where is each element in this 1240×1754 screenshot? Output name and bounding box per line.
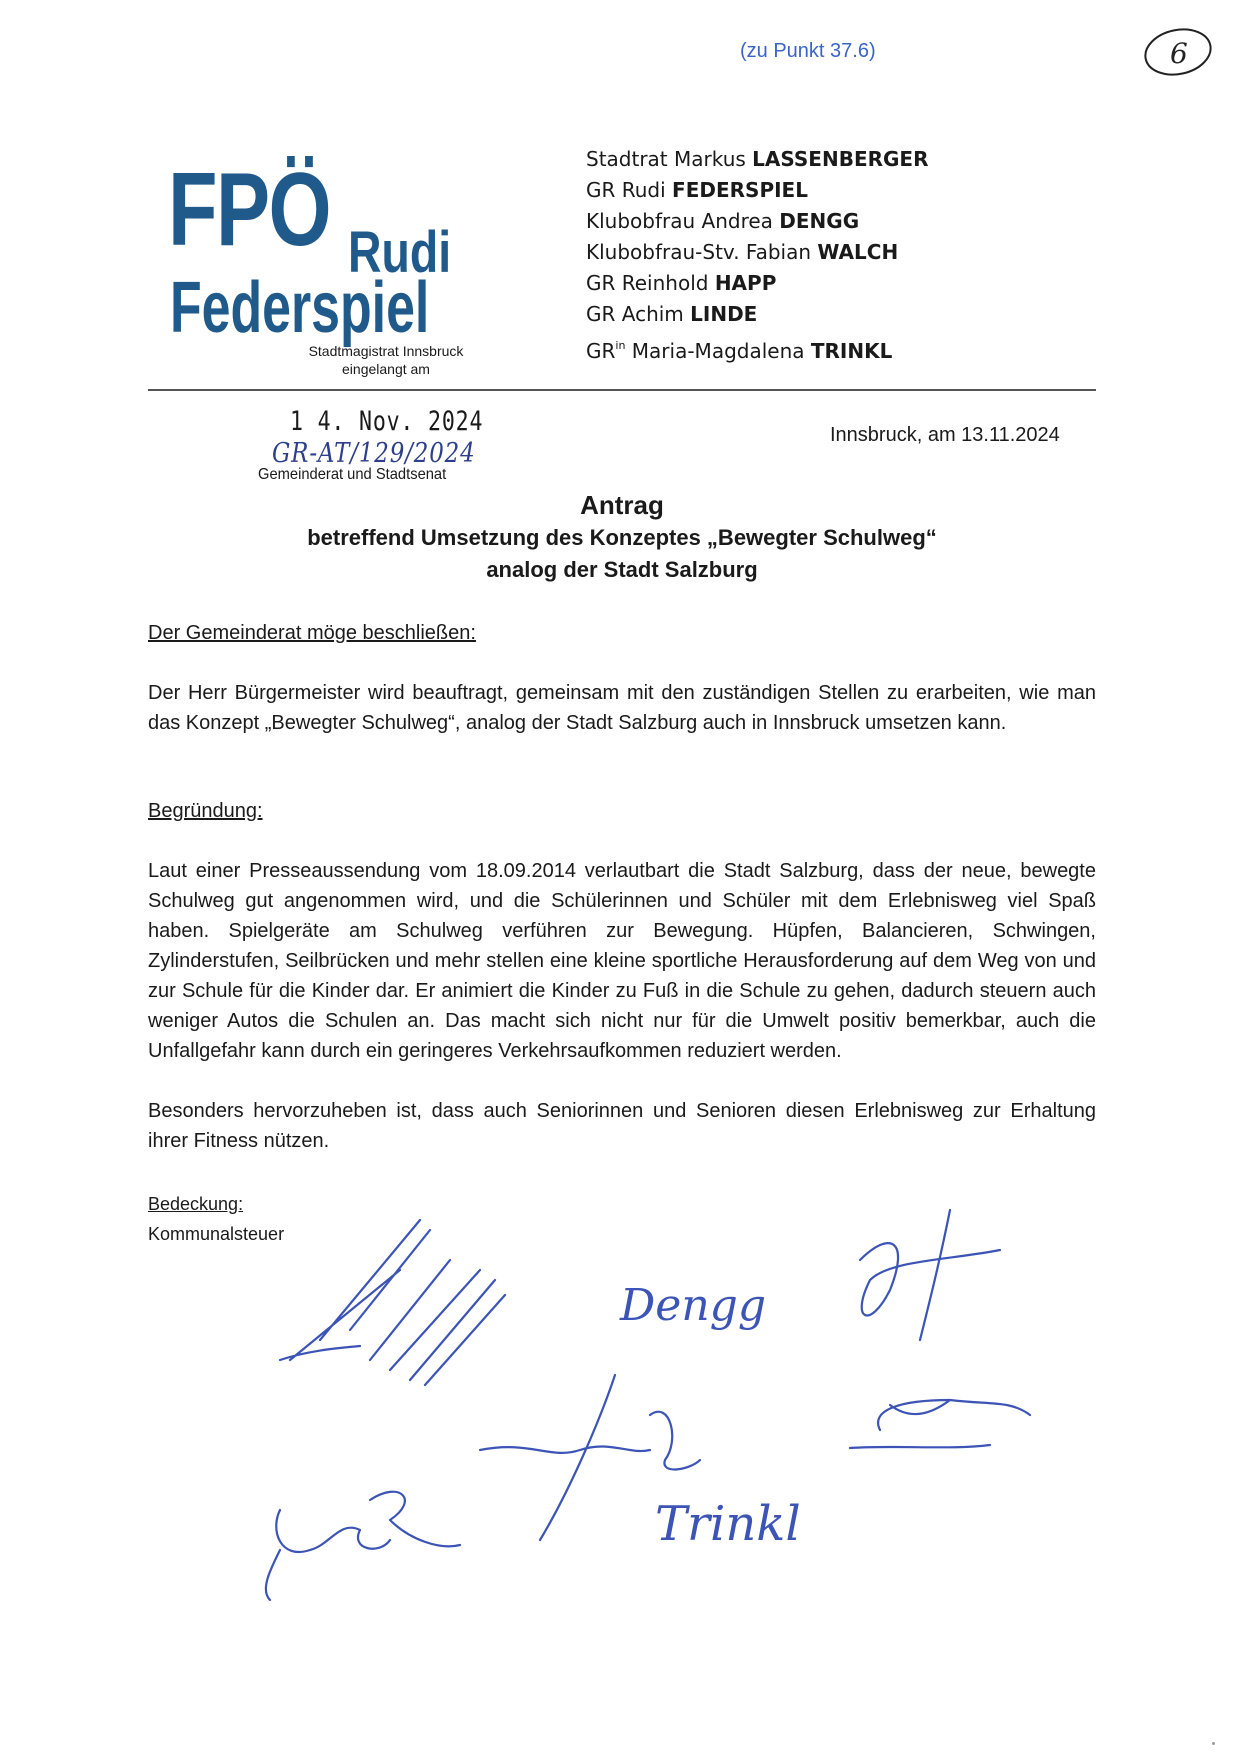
signatory-list — [586, 144, 929, 367]
signature-trinkl: Trinkl — [655, 1496, 801, 1552]
title-subject-1: betreffend Umsetzung des Konzeptes „Bewegter Schulweg“ — [307, 525, 937, 550]
signatory-item: $GR^{in}$ Maria-Magdalena TRINKL — [586, 339, 893, 363]
scan-speck — [1212, 1742, 1215, 1745]
signatory-item: GR Reinhold HAPP — [586, 271, 777, 295]
signature-linde — [266, 1492, 460, 1600]
logo-fpoe: FPÖ — [168, 152, 331, 268]
signatures — [250, 1200, 1070, 1640]
stamp-body: Gemeinderat und Stadtsenat — [258, 466, 447, 483]
page-number-circle — [1140, 22, 1220, 82]
agenda-reference: (zu Punkt 37.6) — [740, 40, 876, 62]
coverage-value: Kommunalsteuer — [148, 1224, 285, 1244]
reasoning-label: Begründung: — [148, 800, 263, 822]
signatory-item: GR Rudi FEDERSPIEL — [586, 178, 808, 202]
signature-lassenberger — [280, 1220, 505, 1385]
coverage-label: Bedeckung: — [148, 1194, 244, 1214]
motion-label: Der Gemeinderat möge beschließen: — [148, 622, 476, 644]
stamp-office: Stadtmagistrat Innsbruck — [308, 343, 464, 359]
header-divider — [148, 389, 1096, 391]
document-title — [148, 488, 1096, 586]
stamp-reference: GR-AT/129/2024 — [272, 438, 476, 469]
place-date: Innsbruck, am 13.11.2024 — [830, 424, 1060, 446]
title-heading: Antrag — [580, 490, 664, 520]
title-subject-2: analog der Stadt Salzburg — [486, 557, 758, 582]
signature-happ — [850, 1400, 1030, 1448]
reasoning-text-2: Besonders hervorzuheben ist, dass auch Seniorinnen und Senioren diesen Erlebnisweg zur Erhaltung ihrer Fitness nützen. — [148, 1100, 1096, 1152]
signature-dengg: Dengg — [620, 1280, 766, 1331]
logo-federspiel: Federspiel — [170, 268, 430, 348]
signature-walch — [860, 1210, 1000, 1340]
stamp-received-label: eingelangt am — [342, 361, 430, 377]
page-number: 6 — [1170, 37, 1188, 70]
reasoning-text: Laut einer Presseaussendung vom 18.09.2014 verlautbart die Stadt Salzburg, dass der neue, bewegte Schulweg gut angenommen wird, und die Schülerinnen und Schüler mit dem Erlebnisweg viel Spaß haben. Spielgeräte am Schulweg verführen zur Bewegung. Hüpfen, Balancieren, Schwingen, Zylinderstufen, Seilbrücken und mehr stellen eine kleine sportliche Herausforderung auf dem Weg von und zur Schule für die Kinder dar. Er animiert die Kinder zu Fuß in die Schule zu gehen, dadurch steuern auch weniger Autos die Schulen an. Das macht sich nicht nur für die Umwelt positiv bemerkbar, auch die Unfallgefahr kann durch ein geringeres Verkehrsaufkommen reduziert werden. — [148, 860, 1096, 1062]
logo-rudi: Rudi — [348, 220, 452, 285]
stamp-date: 1 4. Nov. 2024 — [290, 406, 484, 437]
signatory-item: Klubobfrau Andrea DENGG — [586, 209, 860, 233]
signatory-item: GR Achim LINDE — [586, 302, 758, 326]
motion-text: Der Herr Bürgermeister wird beauftragt, gemeinsam mit den zuständigen Stellen zu erarbeiten, wie man das Konzept „Bewegter Schulweg“, analog der Stadt Salzburg auch in Innsbruck umsetzen kann. — [148, 682, 1096, 734]
stamp-office-block — [286, 342, 486, 378]
signatory-item: Klubobfrau-Stv. Fabian WALCH — [586, 240, 899, 264]
signatory-item: Stadtrat Markus LASSENBERGER — [586, 147, 929, 171]
